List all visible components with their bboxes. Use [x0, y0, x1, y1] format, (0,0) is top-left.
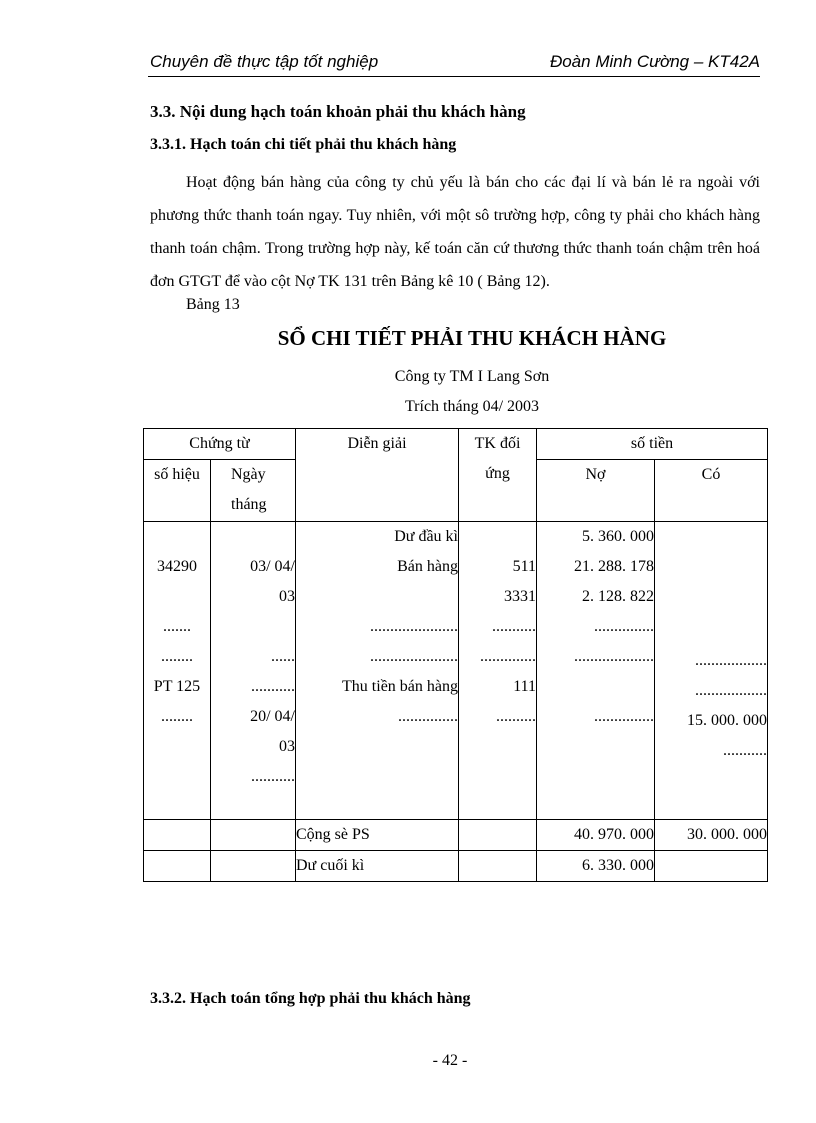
ledger-entry: 111 — [513, 678, 536, 695]
header-right: Đoàn Minh Cường – KT42A — [549, 52, 760, 71]
body-co — [655, 522, 768, 820]
ledger-entry — [655, 556, 767, 586]
ledger-entry — [655, 616, 767, 646]
ledger-company: Công ty TM I Lang Sơn — [394, 368, 550, 385]
body-tk — [459, 522, 537, 820]
ledger-entry: 15. 000. 000 — [687, 712, 767, 729]
ledger-entry: ........... — [251, 678, 295, 695]
ledger-entry: 3331 — [504, 588, 536, 605]
header-no: Nợ — [537, 460, 655, 522]
ledger-entry: Bán hàng — [397, 558, 458, 575]
ledger-entry: ...................... — [370, 648, 458, 665]
page-number: - 42 - — [432, 1052, 468, 1069]
ledger-entry: ........... — [492, 618, 536, 635]
total-empty-1 — [144, 820, 211, 851]
ledger-entry: PT 125 — [153, 678, 201, 695]
header-so-hieu: số hiệu — [144, 460, 211, 522]
ledger-entry: 34290 — [157, 558, 197, 575]
ledger-entry — [144, 522, 210, 552]
ledger-entry — [655, 586, 767, 616]
ledger-entry — [144, 582, 210, 612]
ledger-entry: ........ — [161, 648, 193, 665]
body-paragraph: Hoạt động bán hàng của công ty chủ yếu là bán cho các đại lí và bán lẻ ra ngoài với phương thức thanh toán ngay. Tuy nhiên, với một sô trường hợp, công ty phải cho khách hàng thanh toán chậm. Trong trường hợp này, kế toán căn cứ thương thức thanh toán chậm trên hoá đơn GTGT để vào cột Nợ TK 131 trên Bảng kê 10 ( Bảng 12). — [150, 174, 760, 290]
table-label: Bảng 13 — [186, 296, 240, 313]
closing-empty-1 — [144, 851, 211, 882]
ledger-entry: .................. — [695, 682, 767, 699]
ledger-title: SỔ CHI TIẾT PHẢI THU KHÁCH HÀNG — [277, 326, 667, 350]
closing-row — [144, 851, 768, 882]
ledger-entry — [211, 612, 295, 642]
ledger-entry: ............... — [594, 618, 654, 635]
closing-empty-2 — [211, 851, 296, 882]
header-so-tien: số tiền — [537, 429, 768, 460]
ledger-entry: ...... — [271, 648, 295, 665]
ledger-entry: 03 — [279, 738, 295, 755]
ledger-entry: Thu tiền bán hàng — [342, 678, 458, 695]
ledger-entry: 20/ 04/ — [250, 708, 295, 725]
body-row — [144, 522, 768, 820]
header-left: Chuyên đề thực tập tốt nghiệp — [150, 52, 379, 71]
ledger-entry: ........... — [251, 768, 295, 785]
ledger-entry — [537, 672, 654, 702]
ledger-entry: .................... — [574, 648, 654, 665]
ledger-table — [143, 428, 768, 882]
ledger-entry: 2. 128. 822 — [582, 588, 654, 605]
total-co: 30. 000. 000 — [655, 820, 768, 851]
header-ngay-line1: Ngày — [231, 466, 266, 483]
ledger-entry: ....... — [163, 618, 191, 635]
total-no: 40. 970. 000 — [537, 820, 655, 851]
total-empty-2 — [211, 820, 296, 851]
closing-label: Dư cuối kì — [296, 851, 459, 882]
closing-no: 6. 330. 000 — [537, 851, 655, 882]
ledger-entry: ............... — [398, 708, 458, 725]
ledger-entry: 511 — [512, 558, 536, 575]
body-no — [537, 522, 655, 820]
subsection-heading: 3.3.1. Hạch toán chi tiết phải thu khách hàng — [150, 136, 457, 153]
ledger-entry: 21. 288. 178 — [574, 558, 654, 575]
header-chung-tu: Chứng từ — [144, 429, 296, 460]
ledger-entry: ............... — [594, 708, 654, 725]
ledger-entry — [296, 582, 458, 612]
header-row-1 — [144, 429, 768, 460]
total-row — [144, 820, 768, 851]
ledger-period: Trích tháng 04/ 2003 — [404, 398, 540, 415]
body-ngay — [211, 522, 296, 820]
closing-co — [655, 851, 768, 882]
total-label: Cộng sè PS — [296, 820, 459, 851]
header-dien-giai: Diễn giải — [296, 429, 459, 522]
section-heading: 3.3. Nội dung hạch toán khoản phải thu khách hàng — [150, 102, 526, 121]
ledger-entry: Dư đầu kì — [394, 528, 458, 545]
next-section-heading: 3.3.2. Hạch toán tổng hợp phải thu khách hàng — [150, 990, 471, 1007]
header-ngay-line2: tháng — [231, 496, 267, 513]
header-rule — [148, 76, 760, 77]
closing-empty-3 — [459, 851, 537, 882]
ledger-entry: .................. — [695, 652, 767, 669]
ledger-entry: ........ — [161, 708, 193, 725]
header-co: Có — [655, 460, 768, 522]
ledger-entry: .............. — [480, 648, 536, 665]
header-tk-line1: TK đối — [474, 435, 521, 452]
ledger-entry: .......... — [496, 708, 536, 725]
ledger-entry: 03 — [279, 588, 295, 605]
body-dien-giai — [296, 522, 459, 820]
ledger-entry: 5. 360. 000 — [582, 528, 654, 545]
header-tk-doi-ung — [459, 429, 537, 522]
ledger-entry: ...................... — [370, 618, 458, 635]
total-empty-3 — [459, 820, 537, 851]
header-ngay-thang — [211, 460, 296, 522]
ledger-entry: 03/ 04/ — [250, 558, 295, 575]
ledger-entry — [459, 522, 536, 552]
ledger-entry — [211, 522, 295, 552]
ledger-entry: ........... — [723, 742, 767, 759]
header-tk-line2: ứng — [485, 465, 510, 482]
body-so-hieu — [144, 522, 211, 820]
